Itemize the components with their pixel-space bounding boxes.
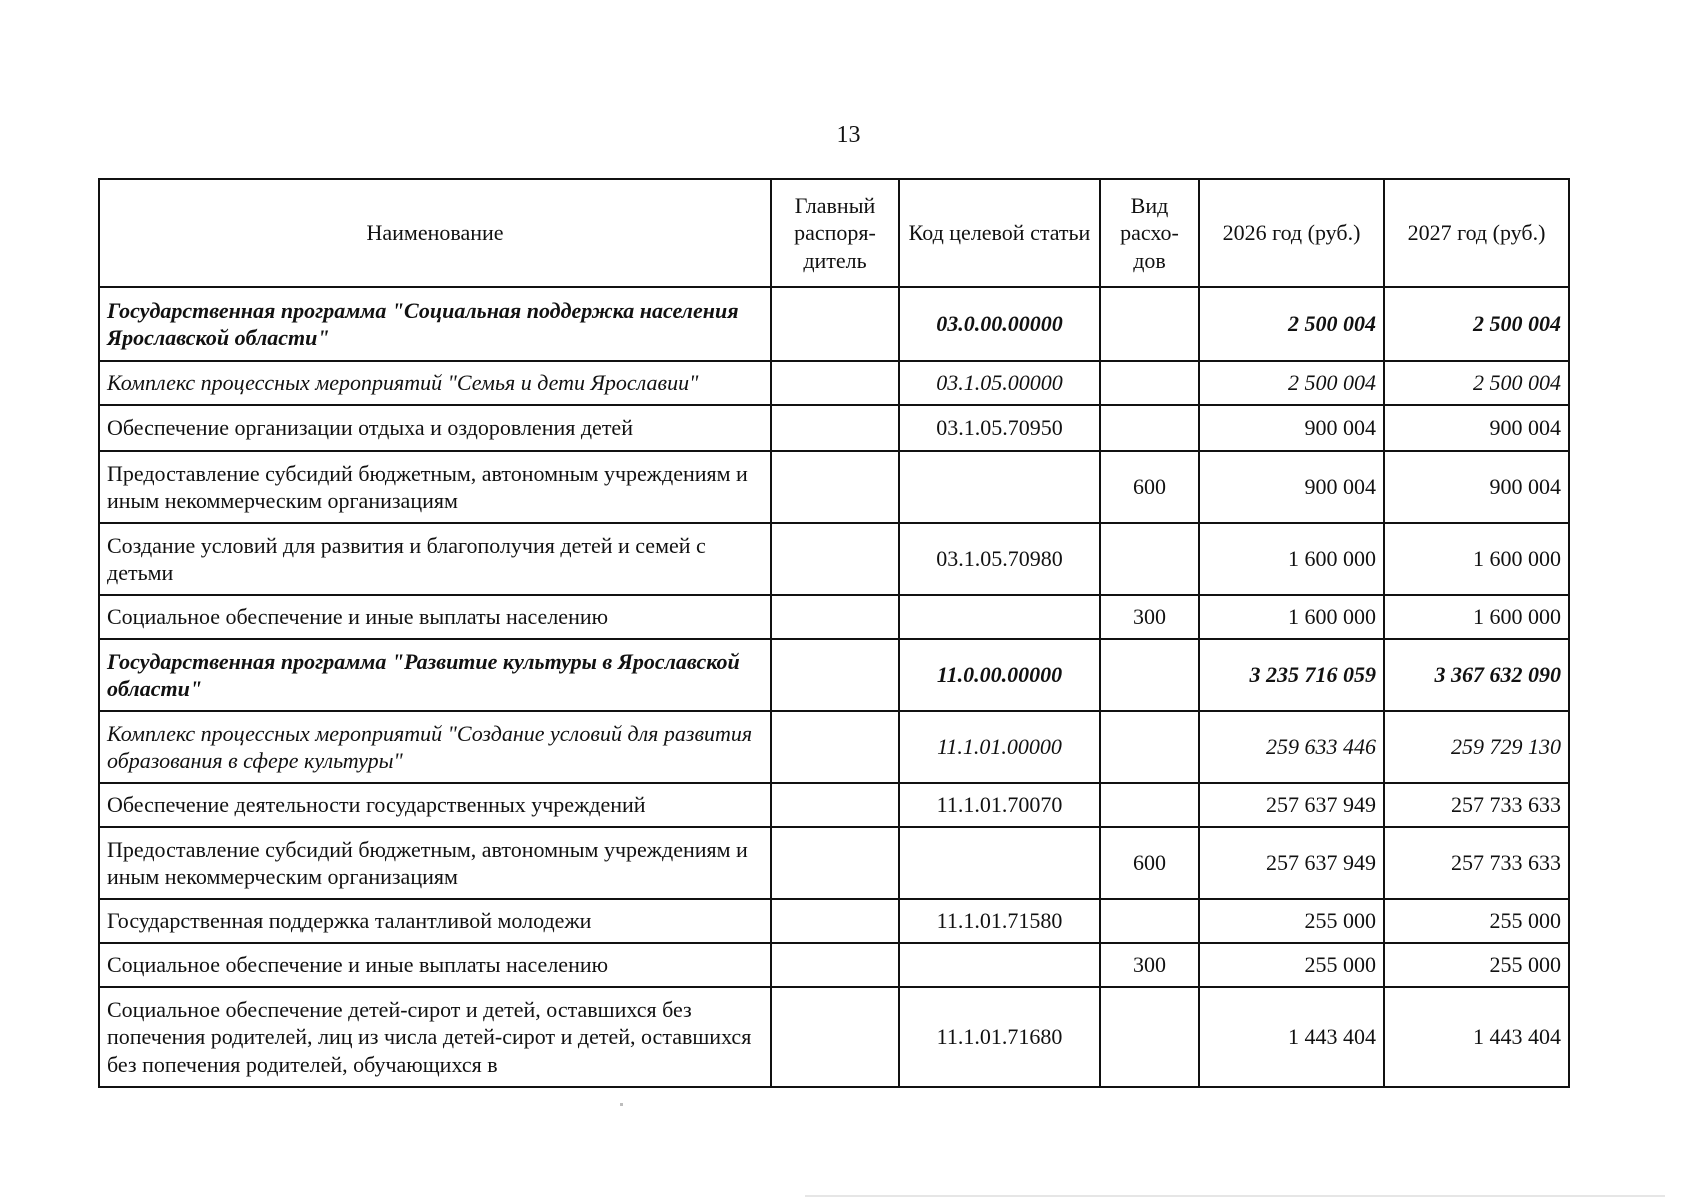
- header-type: Вид расхо-дов: [1100, 179, 1199, 287]
- cell-type: [1100, 783, 1199, 827]
- header-2027: 2027 год (руб.): [1384, 179, 1569, 287]
- cell-type: [1100, 899, 1199, 943]
- header-code: Код целевой статьи: [899, 179, 1100, 287]
- cell-name: Комплекс процессных мероприятий "Создание условий для развития образования в сфере культуры": [99, 711, 771, 783]
- cell-admin: [771, 827, 899, 899]
- cell-2026: 1 443 404: [1199, 987, 1384, 1087]
- header-2026: 2026 год (руб.): [1199, 179, 1384, 287]
- cell-code: 11.1.01.71580: [899, 899, 1100, 943]
- cell-code: 11.1.01.00000: [899, 711, 1100, 783]
- cell-code: [899, 827, 1100, 899]
- cell-2027: 255 000: [1384, 943, 1569, 987]
- header-admin: Главный распоря-дитель: [771, 179, 899, 287]
- cell-2027: 900 004: [1384, 405, 1569, 451]
- cell-2026: 257 637 949: [1199, 783, 1384, 827]
- cell-code: 11.1.01.70070: [899, 783, 1100, 827]
- cell-admin: [771, 595, 899, 639]
- cell-type: 600: [1100, 827, 1199, 899]
- cell-2026: 257 637 949: [1199, 827, 1384, 899]
- cell-code: 03.1.05.00000: [899, 361, 1100, 405]
- table-header-row: [99, 179, 1569, 287]
- cell-code: 11.1.01.71680: [899, 987, 1100, 1087]
- table-row: [99, 711, 1569, 783]
- cell-2026: 255 000: [1199, 899, 1384, 943]
- cell-type: 600: [1100, 451, 1199, 523]
- cell-type: 300: [1100, 943, 1199, 987]
- scan-artifact: [805, 1195, 1665, 1197]
- cell-2026: 1 600 000: [1199, 523, 1384, 595]
- cell-admin: [771, 783, 899, 827]
- cell-name: Государственная поддержка талантливой молодежи: [99, 899, 771, 943]
- cell-admin: [771, 451, 899, 523]
- table-row: [99, 783, 1569, 827]
- cell-type: 300: [1100, 595, 1199, 639]
- cell-type: [1100, 523, 1199, 595]
- cell-admin: [771, 639, 899, 711]
- scan-artifact: [620, 1103, 623, 1106]
- cell-code: 03.1.05.70980: [899, 523, 1100, 595]
- cell-code: [899, 451, 1100, 523]
- cell-2026: 259 633 446: [1199, 711, 1384, 783]
- cell-2026: 255 000: [1199, 943, 1384, 987]
- cell-code: 03.0.00.00000: [899, 287, 1100, 361]
- cell-type: [1100, 287, 1199, 361]
- cell-2026: 3 235 716 059: [1199, 639, 1384, 711]
- cell-2027: 259 729 130: [1384, 711, 1569, 783]
- cell-admin: [771, 899, 899, 943]
- table-row: [99, 361, 1569, 405]
- table-row: [99, 943, 1569, 987]
- cell-admin: [771, 943, 899, 987]
- cell-type: [1100, 987, 1199, 1087]
- table-body: [99, 287, 1569, 1087]
- cell-2027: 2 500 004: [1384, 287, 1569, 361]
- cell-2027: 3 367 632 090: [1384, 639, 1569, 711]
- cell-type: [1100, 711, 1199, 783]
- header-name: Наименование: [99, 179, 771, 287]
- page-number: 13: [836, 122, 861, 148]
- cell-name: Предоставление субсидий бюджетным, автономным учреждениям и иным некоммерческим организациям: [99, 451, 771, 523]
- table-row: [99, 595, 1569, 639]
- cell-name: Государственная программа "Развитие культуры в Ярославской области": [99, 639, 771, 711]
- cell-name: Социальное обеспечение детей-сирот и детей, оставшихся без попечения родителей, лиц из числа детей-сирот и детей, оставшихся без попечения родителей, обучающихся в: [99, 987, 771, 1087]
- budget-table: [98, 178, 1570, 1088]
- cell-name: Государственная программа "Социальная поддержка населения Ярославской области": [99, 287, 771, 361]
- cell-2027: 2 500 004: [1384, 361, 1569, 405]
- cell-code: 03.1.05.70950: [899, 405, 1100, 451]
- table-row: [99, 827, 1569, 899]
- cell-type: [1100, 405, 1199, 451]
- table-row: [99, 899, 1569, 943]
- cell-2026: 2 500 004: [1199, 287, 1384, 361]
- cell-admin: [771, 987, 899, 1087]
- cell-name: Социальное обеспечение и иные выплаты населению: [99, 595, 771, 639]
- cell-admin: [771, 361, 899, 405]
- cell-2026: 2 500 004: [1199, 361, 1384, 405]
- cell-2027: 900 004: [1384, 451, 1569, 523]
- cell-2026: 900 004: [1199, 405, 1384, 451]
- cell-2027: 255 000: [1384, 899, 1569, 943]
- cell-admin: [771, 287, 899, 361]
- cell-2027: 1 600 000: [1384, 523, 1569, 595]
- cell-2027: 257 733 633: [1384, 827, 1569, 899]
- table-row: [99, 451, 1569, 523]
- cell-code: [899, 943, 1100, 987]
- cell-2026: 1 600 000: [1199, 595, 1384, 639]
- cell-2026: 900 004: [1199, 451, 1384, 523]
- cell-name: Комплекс процессных мероприятий "Семья и дети Ярославии": [99, 361, 771, 405]
- cell-type: [1100, 361, 1199, 405]
- table-row: [99, 287, 1569, 361]
- table-row: [99, 523, 1569, 595]
- cell-code: 11.0.00.00000: [899, 639, 1100, 711]
- cell-code: [899, 595, 1100, 639]
- table-row: [99, 639, 1569, 711]
- cell-name: Создание условий для развития и благополучия детей и семей с детьми: [99, 523, 771, 595]
- cell-admin: [771, 405, 899, 451]
- table-row: [99, 987, 1569, 1087]
- cell-2027: 1 443 404: [1384, 987, 1569, 1087]
- cell-name: Социальное обеспечение и иные выплаты населению: [99, 943, 771, 987]
- cell-admin: [771, 523, 899, 595]
- cell-2027: 1 600 000: [1384, 595, 1569, 639]
- cell-type: [1100, 639, 1199, 711]
- cell-2027: 257 733 633: [1384, 783, 1569, 827]
- cell-name: Предоставление субсидий бюджетным, автономным учреждениям и иным некоммерческим организациям: [99, 827, 771, 899]
- cell-name: Обеспечение деятельности государственных учреждений: [99, 783, 771, 827]
- table-row: [99, 405, 1569, 451]
- cell-admin: [771, 711, 899, 783]
- cell-name: Обеспечение организации отдыха и оздоровления детей: [99, 405, 771, 451]
